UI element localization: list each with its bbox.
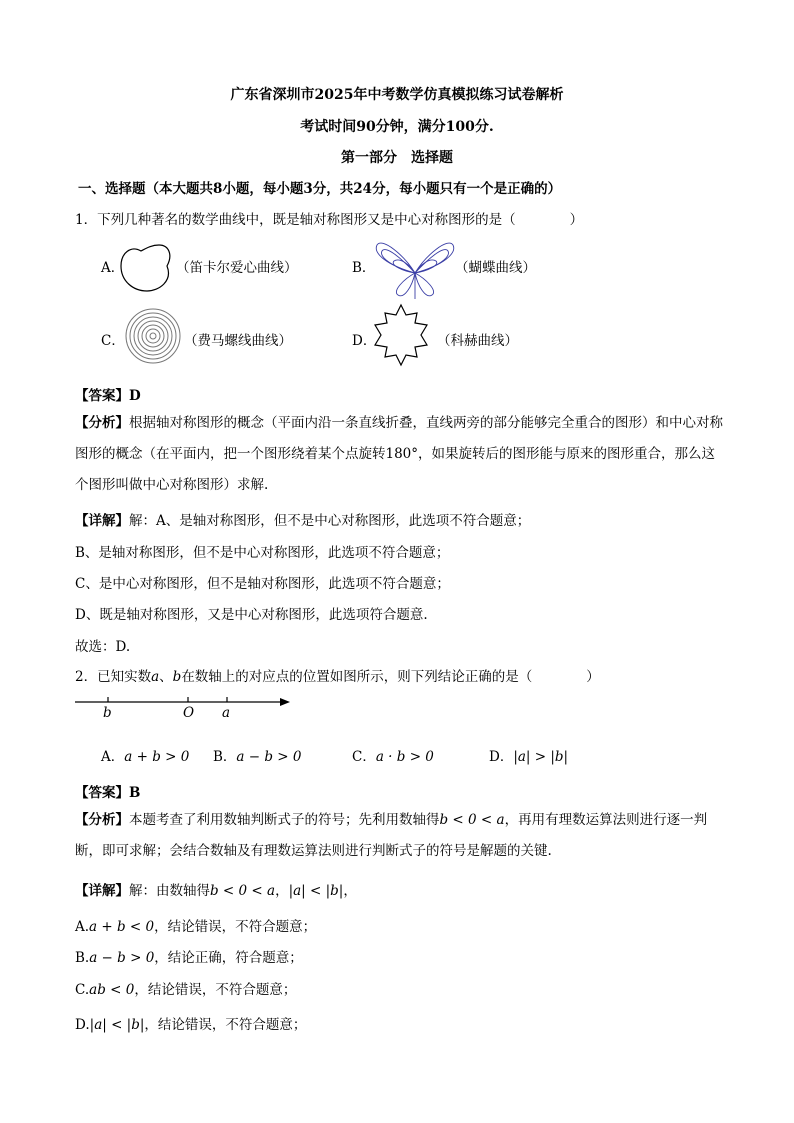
q2-analysis-text-2: ，再用有理数运算法则进行逐一判断，即可求解；会结合数轴及有理数运算法则进行判断式子的符号是解题的关键. xyxy=(75,812,708,859)
q2-var-b: b xyxy=(172,669,182,685)
q1-detail-tag: 【详解】 xyxy=(75,513,129,529)
q1-option-a-letter: A． xyxy=(101,260,125,276)
question-2-stem xyxy=(75,665,600,685)
q2-analysis xyxy=(75,805,725,867)
section-heading: 一、选择题（本大题共8小题，每小题3分，共24分，每小题只有一个是正确的） xyxy=(78,181,562,197)
q2-stem-sep: 、 xyxy=(159,669,173,685)
q2-option-d xyxy=(489,745,568,765)
q2-option-a-expr: a + b > 0 xyxy=(124,749,190,765)
q2-option-c-letter: C． xyxy=(352,749,376,765)
q1-option-d-caption: （科赫曲线） xyxy=(437,333,518,349)
koch-snowflake-icon xyxy=(369,303,433,367)
q1-analysis-tag: 【分析】 xyxy=(75,415,129,431)
q1-choice: 故选：D. xyxy=(75,639,131,655)
q2-detail-a xyxy=(75,915,316,935)
q2-detail-intro xyxy=(75,879,357,899)
q2-option-b-expr: a − b > 0 xyxy=(236,749,302,765)
q1-analysis xyxy=(75,408,725,501)
q2-detail-d xyxy=(75,1013,306,1033)
fermat-spiral-icon xyxy=(123,308,183,364)
q2-detail-d-text: ，结论错误，不符合题意； xyxy=(144,1017,307,1033)
q2-analysis-tag: 【分析】 xyxy=(75,812,129,828)
axis-label-o: O xyxy=(183,705,195,721)
q2-option-c xyxy=(352,745,434,765)
q2-option-b-letter: B． xyxy=(213,749,237,765)
cardioid-icon xyxy=(119,239,179,295)
q2-detail-c-math: ab < 0 xyxy=(89,982,135,998)
q2-detail-b-text: ，结论正确，符合题意； xyxy=(154,950,303,966)
q1-detail-text: 解：A、是轴对称图形，但不是中心对称图形，此选项不符合题意； xyxy=(129,513,531,529)
q1-detail-3: C、是中心对称图形，但不是轴对称图形，此选项不符合题意； xyxy=(75,576,450,592)
q1-answer: 【答案】D xyxy=(75,388,141,404)
q2-detail-c-text: ，结论错误，不符合题意； xyxy=(134,982,297,998)
q2-detail-b xyxy=(75,946,303,966)
q2-detail-math-1: b < 0 < a xyxy=(210,883,276,899)
q2-detail-b-math: a − b > 0 xyxy=(89,950,155,966)
q1-option-c-letter: C． xyxy=(101,333,125,349)
q2-detail-a-prefix: A. xyxy=(75,919,90,935)
axis-label-a: a xyxy=(222,705,231,721)
q1-option-d-letter: D． xyxy=(352,333,377,349)
q2-answer: 【答案】B xyxy=(75,785,141,801)
q2-detail-d-prefix: D. xyxy=(75,1017,90,1033)
butterfly-curve-icon xyxy=(374,235,456,301)
q2-option-a xyxy=(101,745,189,765)
q1-option-c-caption: （费马螺线曲线） xyxy=(184,333,292,349)
q1-analysis-text: 根据轴对称图形的概念（平面内沿一条直线折叠，直线两旁的部分能够完全重合的图形）和中心对称图形的概念（在平面内，把一个图形绕着某个点旋转180°，如果旋转后的图形能与原来的图形重合，那么这个图形叫做中心对称图形）求解. xyxy=(75,415,723,493)
q2-detail-d-math: |a| < |b| xyxy=(89,1017,145,1033)
question-1-stem: 1．下列几种著名的数学曲线中，既是轴对称图形又是中心对称图形的是（ ） xyxy=(75,212,584,228)
q1-option-b-letter: B． xyxy=(352,260,376,276)
q1-detail-2: B、是轴对称图形，但不是中心对称图形，此选项不符合题意； xyxy=(75,545,450,561)
q1-detail-4: D、既是轴对称图形，又是中心对称图形，此选项符合题意. xyxy=(75,607,428,623)
q2-detail-sep: ， xyxy=(275,883,289,899)
part-heading: 第一部分 选择题 xyxy=(341,150,453,166)
q2-analysis-text-1: 本题考查了利用数轴判断式子的符号；先利用数轴得 xyxy=(129,812,440,828)
q2-detail-intro-text: 解：由数轴得 xyxy=(129,883,210,899)
q2-detail-a-text: ，结论错误，不符合题意； xyxy=(154,919,317,935)
q2-detail-c-prefix: C. xyxy=(75,982,90,998)
q2-option-a-letter: A． xyxy=(101,749,125,765)
q2-option-d-expr: |a| > |b| xyxy=(513,749,569,765)
q2-stem-suffix: 在数轴上的对应点的位置如图所示，则下列结论正确的是（ ） xyxy=(181,669,600,685)
q2-detail-math-2: |a| < |b| xyxy=(288,883,344,899)
q1-detail-1 xyxy=(75,509,530,529)
q2-stem-prefix: 2．已知实数 xyxy=(75,669,152,685)
q1-option-a-caption: （笛卡尔爱心曲线） xyxy=(176,260,298,276)
page-title: 广东省深圳市2025年中考数学仿真模拟练习试卷解析 xyxy=(230,87,564,103)
q2-detail-a-math: a + b < 0 xyxy=(89,919,155,935)
axis-label-b: b xyxy=(103,705,112,721)
q2-option-d-letter: D． xyxy=(489,749,514,765)
q2-option-c-expr: a · b > 0 xyxy=(375,749,434,765)
q2-option-b xyxy=(213,745,302,765)
q2-detail-end: ， xyxy=(343,883,357,899)
q2-var-a: a xyxy=(151,669,160,685)
q2-detail-c xyxy=(75,978,296,998)
exam-info: 考试时间90分钟，满分100分. xyxy=(300,119,494,135)
q2-detail-b-prefix: B. xyxy=(75,950,90,966)
q2-detail-tag: 【详解】 xyxy=(75,883,129,899)
q1-option-b-caption: （蝴蝶曲线） xyxy=(455,260,536,276)
q2-analysis-math: b < 0 < a xyxy=(439,812,505,828)
